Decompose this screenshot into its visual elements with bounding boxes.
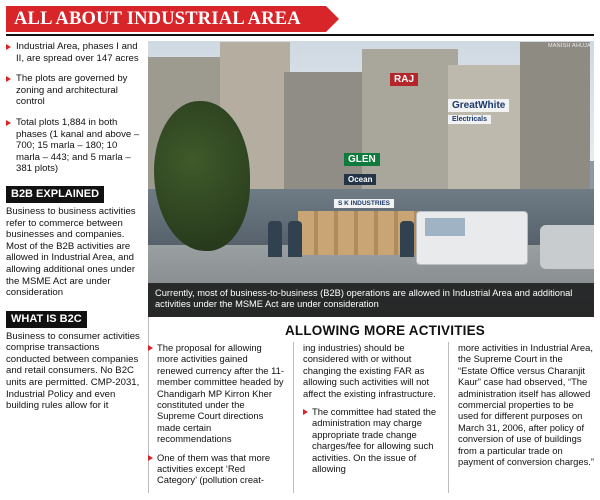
fact-bullet: The plots are governed by zoning and architectural control	[6, 73, 142, 108]
shop-sign: S K INDUSTRIES	[334, 199, 394, 208]
story-paragraph: The proposal for allowing more activities gained renewed currency after the 11-member committee headed by Chandigarh MP Kirron Kher constituted under the Supreme Court directions made certain recommendations	[148, 342, 284, 445]
article-page	[0, 6, 600, 500]
story-column-2	[293, 342, 439, 493]
spacer	[6, 299, 142, 305]
explainer-body: Business to consumer activities comprise transactions conducted between companies and retail consumers. No B2C units are permitted. CMP-2031, Industrial Policy and even building rules allow for it	[6, 330, 140, 412]
shop-sign-sub: Electricals	[448, 115, 491, 124]
story-paragraph: ing industries) should be considered with or without changing the existing FAR as allowing such activities will not affect the existing infrastructure.	[303, 342, 436, 399]
photo-person	[288, 221, 302, 257]
section-title: ALLOWING MORE ACTIVITIES	[284, 323, 486, 338]
headline-bar	[6, 6, 326, 32]
article-body	[6, 41, 594, 493]
photo-caption: Currently, most of business-to-business (B2B) operations are allowed in Industrial Area and additional activities under the MSME Act are under consideration	[148, 283, 594, 317]
lower-story	[148, 323, 594, 493]
story-column-3	[448, 342, 594, 493]
photo-credit: MANISH AHUJA	[547, 43, 591, 49]
page-title: ALL ABOUT INDUSTRIAL AREA	[14, 8, 301, 29]
photo-car	[540, 225, 594, 269]
main-column	[148, 41, 594, 493]
left-sidebar	[6, 41, 148, 493]
explainer-title: WHAT IS B2C	[6, 311, 87, 328]
shop-sign: GreatWhite	[448, 99, 509, 112]
explainer-b2b	[6, 184, 142, 299]
story-paragraph: more activities in Industrial Area, the Supreme Court in the “Estate Office versus Charanjit Kaur” case had observed, “The administration itself has allowed commercial properties to be used for different purposes on March 31, 2006, after policy of conversion of use of buildings from a particular trade on payment of conversion charges.”	[458, 342, 595, 468]
headline-rule	[6, 34, 594, 36]
story-paragraph: One of them was that more activities except ‘Red Category’ (pollution creat-	[148, 452, 284, 486]
story-columns	[148, 342, 594, 493]
explainer-b2c	[6, 309, 142, 412]
shop-sign: RAJ	[390, 73, 418, 86]
photo-van	[416, 211, 528, 265]
photo-person	[268, 221, 282, 257]
story-column-1	[148, 342, 284, 493]
shop-sign: GLEN	[344, 153, 380, 166]
article-photo	[148, 41, 594, 317]
story-paragraph: The committee had stated the administration may charge appropriate trade change charges/fee for allowing such activities. On the issue of allowing	[303, 406, 439, 474]
fact-bullet: Industrial Area, phases I and II, are spread over 147 acres	[6, 41, 142, 64]
shop-sign: Ocean	[344, 174, 376, 185]
headline-banner	[6, 6, 594, 36]
explainer-title: B2B EXPLAINED	[6, 186, 104, 203]
photo-person	[400, 221, 414, 257]
explainer-body: Business to business activities refer to commerce between businesses and companies. Most of the B2B activities are allowed in Industrial Area, and allowing additional ones under the MSME Act are under consideration	[6, 205, 136, 299]
fact-bullet: Total plots 1,884 in both phases (1 kanal and above – 700; 15 marla – 180; 10 marla – 443; and 5 marla – 381 plots)	[6, 117, 142, 175]
